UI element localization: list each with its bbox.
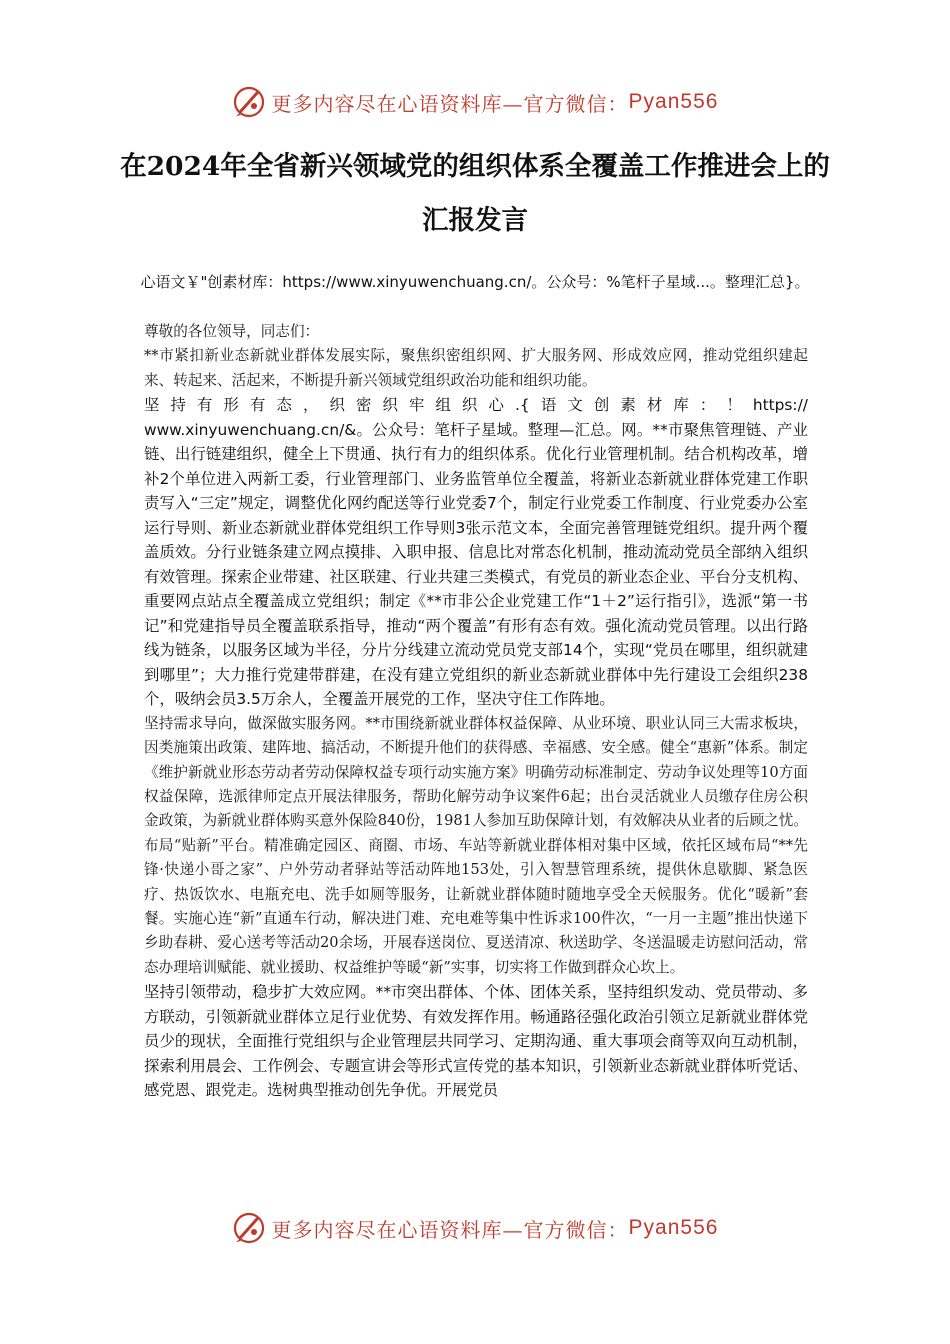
intro-paragraph: **市紧扣新业态新就业群体发展实际，聚焦织密组织网、扩大服务网、形成效应网，推动党组织建起来、转起来、活起来，不断提升新兴领域党组织政治功能和组织功能。	[144, 347, 808, 389]
greeting: 尊敬的各位领导，同志们：	[144, 323, 320, 340]
bottom-banner	[0, 1206, 950, 1250]
banner-text: 更多内容尽在心语资料库—官方微信：	[271, 91, 629, 116]
section2-paragraph: 坚持需求导向，做深做实服务网。**市围绕新就业群体权益保障、从业环境、职业认同三大需求板块，因类施策出政策、建阵地、搞活动，不断提升他们的获得感、幸福感、安全感。健全“惠新”体系。制定《维护新就业形态劳动者劳动保障权益专项行动实施方案》明确劳动标准制定、劳动争议处理等10方面权益保障，选派律师定点开展法律服务，帮助化解劳动争议案件6起；出台灵活就业人员缴存住房公积金政策，为新就业群体购买意外保险840份，1981人参加互助保障计划，有效解决从业者的后顾之忧。布局“贴新”平台。精准确定园区、商圈、市场、车站等新就业群体相对集中区域，依托区域布局“**先锋·快递小哥之家”、户外劳动者驿站等活动阵地153处，引入智慧管理系统，提供休息歇脚、紧急医疗、热饭饮水、电瓶充电、洗手如厕等服务，让新就业群体随时随地享受全天候服务。优化“暖新”套餐。实施心连“新”直通车行动，解决进门难、充电难等集中性诉求100件次，“一月一主题”推出快递下乡助春耕、爱心送考等活动20余场，开展春送岗位、夏送清凉、秋送助学、冬送温暖走访慰问活动，常态办理培训赋能、就业援助、权益维护等暖“新”实事，切实将工作做到群众心坎上。	[144, 714, 808, 976]
section1-heading-line: 坚持有形有态，织密织牢组织心.{语文创素材库：！https://	[144, 396, 808, 415]
document-body	[144, 320, 808, 1103]
section3-paragraph: 坚持引领带动，稳步扩大效应网。**市突出群体、个体、团体关系，坚持组织发动、党员带动、多方联动，引领新就业群体立足行业优势、有效发挥作用。畅通路径强化政治引领立足新就业群体党员少的现状，全面推行党组织与企业管理层共同学习、定期沟通、重大事项会商等双向互动机制，探索利用晨会、工作例会、专题宣讲会等形式宣传党的基本知识，引领新业态新就业群体听党话、感党恩、跟党走。选树典型推动创先争优。开展党员	[144, 983, 808, 1100]
brush-pen-logo-icon	[232, 85, 266, 119]
brush-pen-logo-icon	[232, 1211, 266, 1245]
banner-text: 更多内容尽在心语资料库—官方微信：	[271, 1217, 629, 1242]
section1-paragraph: www.xinyuwenchuang.cn/&。公众号：笔杆子星域。整理—汇总。网。**市聚焦管理链、产业链、出行链建组织，健全上下贯通、执行有力的组织体系。优化行业管理机制。结合机构改革，增补2个单位进入两新工委，行业管理部门、业务监管单位全覆盖，将新业态新就业群体党建工作职责写入“三定”规定，调整优化网约配送等行业党委7个，制定行业党委工作制度、行业党委办公室运行导则、新业态新就业群体党组织工作导则3张示范文本，全面完善管理链党组织。提升两个覆盖质效。分行业链条建立网点摸排、入职申报、信息比对常态化机制，推动流动党员全部纳入组织有效管理。探索企业带建、社区联建、行业共建三类模式，有党员的新业态企业、平台分支机构、重要网点站点全覆盖成立党组织；制定《**市非公企业党建工作“1＋2”运行指引》，选派“第一书记”和党建指导员全覆盖联系指导，推动“两个覆盖”有形有态有效。强化流动党员管理。以出行路线为链条，以服务区域为半径，分片分线建立流动党员党支部14个，实现“党员在哪里，组织就建到哪里”；大力推行党建带群建，在没有建立党组织的新业态新就业群体中先行建设工会组织238个，吸纳会员3.5万余人，全覆盖开展党的工作，坚决守住工作阵地。	[144, 420, 808, 709]
top-banner	[0, 80, 950, 124]
banner-wechat-id: Pyan556	[628, 1216, 719, 1239]
banner-wechat-id: Pyan556	[628, 90, 719, 113]
document-title: 在2024年全省新兴领域党的组织体系全覆盖工作推进会上的汇报发言	[120, 151, 830, 236]
source-note: 心语文￥"创素材库：https://www.xinyuwenchuang.cn/。公众号：%笔杆子星域...。整理汇总}。	[140, 273, 810, 291]
